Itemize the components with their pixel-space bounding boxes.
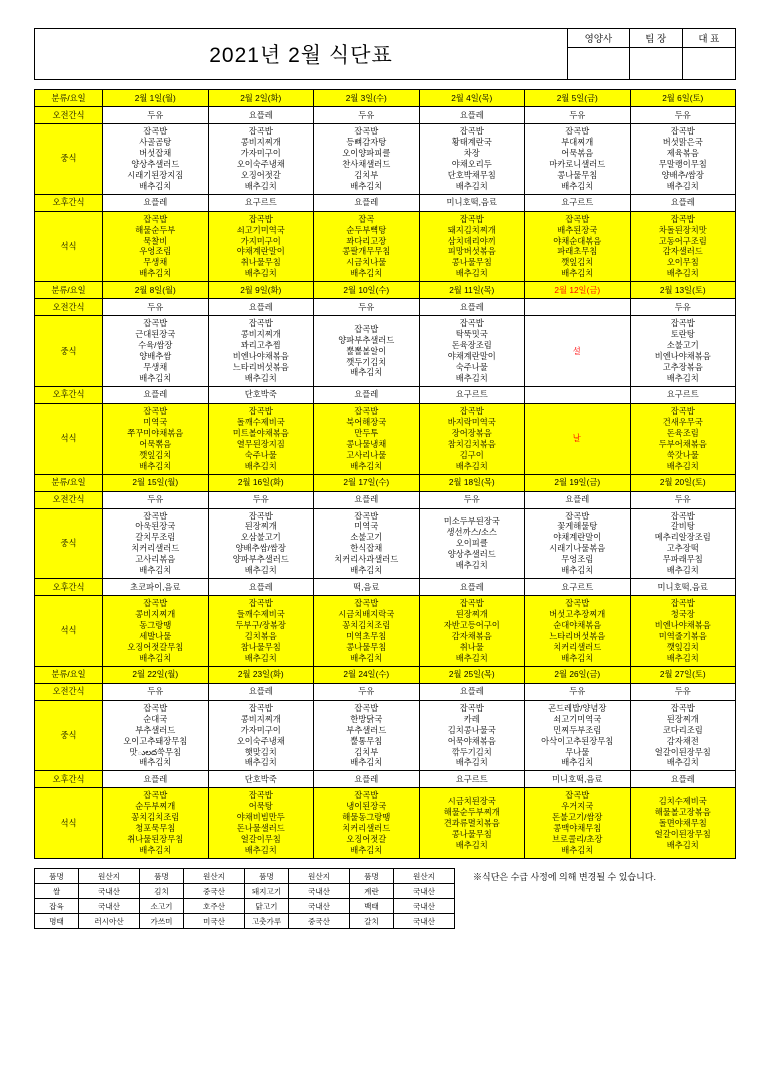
morning-snack-row: [35, 491, 736, 508]
day-header-cell: 2월 20일(토): [630, 474, 736, 491]
morning-snack-cell: 요플레: [419, 683, 525, 700]
afternoon-snack-cell: 단호박죽: [208, 386, 314, 403]
lunch-cell: 잡곡밥 토란탕 소불고기 비엔나야채볶음 고추장볶음 배추김치: [630, 316, 736, 387]
origin-table: [34, 868, 455, 929]
lunch-cell: 잡곡밥 카레 김치콩나물국 어묵야채볶음 깎두기김치 배추김치: [419, 700, 525, 771]
day-header-cell: 2월 17일(수): [314, 474, 420, 491]
lunch-cell: 잡곡밥 된장찌개 코다리조림 감자채전 얼갈이된장무침 배추김치: [630, 700, 736, 771]
origin-cell: 국내산: [289, 899, 350, 914]
dinner-cell: 잡곡밥 냉이된장국 해물동그랑땡 치커리샐러드 오징어젓갈 배추김치: [314, 788, 420, 859]
afternoon-snack-row: [35, 771, 736, 788]
morning-snack-cell: 두유: [314, 683, 420, 700]
origin-cell: 국내산: [394, 899, 455, 914]
dinner-cell: 잡곡밥 쇠고기미역국 가지미구이 야채계란말이 취나물무침 배추김치: [208, 211, 314, 282]
origin-cell: 러시아산: [79, 914, 140, 929]
sign-header-nutritionist: 영양사: [568, 29, 630, 47]
page-title: 2021년 2월 식단표: [209, 44, 393, 67]
morning-snack-cell: [525, 299, 631, 316]
dinner-row: [35, 596, 736, 667]
dinner-cell: 잡곡밥 시금치배지락국 꽁치김치조림 미역초무침 콩나물무침 배추김치: [314, 596, 420, 667]
origin-cell: 국내산: [394, 914, 455, 929]
afternoon-snack-cell: 미니호떡,음료: [630, 579, 736, 596]
row-label-lunch: 중식: [35, 700, 103, 771]
morning-snack-cell: 두유: [103, 299, 209, 316]
afternoon-snack-cell: 단호박죽: [208, 771, 314, 788]
morning-snack-row: [35, 299, 736, 316]
morning-snack-cell: 두유: [630, 299, 736, 316]
footer-note: ※식단은 수급 사정에 의해 변경될 수 있습니다.: [473, 872, 656, 882]
lunch-cell: 미소두부된장국 생선까스/소스 오이피클 양상추샐러드 배추김치: [419, 508, 525, 579]
dinner-cell: 잡곡밥 우거지국 돈불고기/쌈장 콩맥야채무침 브로콜리/초장 배추김치: [525, 788, 631, 859]
origin-cell: 명태: [35, 914, 79, 929]
morning-snack-cell: 두유: [314, 107, 420, 124]
row-label-dinner: 석식: [35, 788, 103, 859]
dinner-cell: 잡곡밥 차돌된장치맛 고동어구조림 감자샐러드 오이무침 배추김치: [630, 211, 736, 282]
lunch-cell: 잡곡밥 양파부추샐러드 뿔뽈볼알이 깻두기김치 배추김치: [314, 316, 420, 387]
origin-cell: 소고기: [140, 899, 184, 914]
lunch-cell: 잡곡밥 버섯맑은국 제육볶음 무말랭이무침 양배추/쌈장 배추김치: [630, 124, 736, 195]
origin-cell: 중국산: [184, 884, 245, 899]
morning-snack-cell: 두유: [525, 683, 631, 700]
dinner-cell: 잡곡밥 북어해장국 만두투 콩나물냉채 고사리나물 배추김치: [314, 403, 420, 474]
lunch-cell: 잡곡밥 아욱된장국 갈치무조림 치커리샐러드 고사리볶음 배추김치: [103, 508, 209, 579]
dinner-cell: 잡곡밥 들깨수제비국 두부구/장볶장 김치볶음 참나물무침 배추김치: [208, 596, 314, 667]
dinner-cell: 날: [525, 403, 631, 474]
origin-header-cell: 품명: [245, 869, 289, 884]
afternoon-snack-cell: 요플레: [630, 771, 736, 788]
afternoon-snack-cell: [525, 386, 631, 403]
lunch-row: [35, 508, 736, 579]
afternoon-snack-cell: 요플레: [208, 579, 314, 596]
origin-header-cell: 품명: [35, 869, 79, 884]
row-label-afternoon-snack: 오후간식: [35, 194, 103, 211]
row-label-afternoon-snack: 오후간식: [35, 771, 103, 788]
afternoon-snack-cell: 요플레: [314, 771, 420, 788]
dinner-cell: 잡곡밥 미역국 쭈꾸미야채볶음 어묵뽂음 깻잎김치 배추김치: [103, 403, 209, 474]
afternoon-snack-cell: 요플레: [630, 194, 736, 211]
lunch-cell: 잡곡밥 갈비탕 메추리알장조림 고추장떡 무파래무침 배추김치: [630, 508, 736, 579]
lunch-cell: 잡곡밥 근대된장국 수육/쌈장 양배추쌈 무생채 배추김치: [103, 316, 209, 387]
dinner-row: [35, 403, 736, 474]
lunch-cell: 잡곡밥 황태계란국 차장 야채오리두 단호박채무침 배추김치: [419, 124, 525, 195]
origin-cell: 국내산: [289, 884, 350, 899]
row-label-lunch: 중식: [35, 508, 103, 579]
row-label-morning-snack: 오전간식: [35, 491, 103, 508]
origin-cell: 백태: [350, 899, 394, 914]
morning-snack-cell: 요플레: [314, 491, 420, 508]
origin-cell: 닭고기: [245, 899, 289, 914]
origin-cell: 갈치: [350, 914, 394, 929]
afternoon-snack-cell: 요플레: [103, 771, 209, 788]
row-label-morning-snack: 오전간식: [35, 107, 103, 124]
morning-snack-cell: 요플레: [208, 107, 314, 124]
origin-row: [35, 884, 455, 899]
dinner-cell: 잡곡밥 된장찌개 자반고등어구이 감자채볶음 취나물 배추김치: [419, 596, 525, 667]
dinner-cell: 김치수제비국 해물볼고장볶음 돌면야채무침 얼갈이된장무침 배추김치: [630, 788, 736, 859]
day-header-cell: 2월 22일(월): [103, 666, 209, 683]
morning-snack-cell: 두유: [630, 683, 736, 700]
day-header-cell: 2월 26일(금): [525, 666, 631, 683]
footer: [34, 868, 736, 929]
afternoon-snack-cell: 요플레: [419, 579, 525, 596]
lunch-cell: 잡곡밥 된장찌개 오삼불고기 양배추쌈/쌈장 양파부추샐러드 배추김치: [208, 508, 314, 579]
day-header-cell: 2월 2일(화): [208, 90, 314, 107]
morning-snack-cell: 요플레: [419, 107, 525, 124]
origin-row: [35, 914, 455, 929]
lunch-cell: 잡곡밥 콩비지찌개 가자미구이 오이숙주냉채 오징어젓갈 배추김치: [208, 124, 314, 195]
signature-table: [567, 29, 735, 80]
day-header-cell: 2월 18일(목): [419, 474, 525, 491]
day-header-cell: 2월 25일(목): [419, 666, 525, 683]
origin-cell: 호주산: [184, 899, 245, 914]
morning-snack-cell: 두유: [419, 491, 525, 508]
lunch-cell: 설: [525, 316, 631, 387]
dinner-cell: 잡곡밥 건새우무국 돈육조림 두부어채볶음 쑥갓나물 배추김치: [630, 403, 736, 474]
row-label-category: 분류/요일: [35, 282, 103, 299]
afternoon-snack-cell: 미니호떡,음료: [419, 194, 525, 211]
dinner-cell: 잡곡밥 해물순두부 묵찰비 우엉조림 무생채 배추김치: [103, 211, 209, 282]
row-label-lunch: 중식: [35, 316, 103, 387]
origin-cell: 중국산: [289, 914, 350, 929]
lunch-cell: 잡곡밥 콩비지찌개 가자미구이 오이숙주냉채 햇맞김치 배추김치: [208, 700, 314, 771]
day-header-cell: 2월 9일(화): [208, 282, 314, 299]
lunch-row: [35, 700, 736, 771]
afternoon-snack-cell: 요구르트: [419, 386, 525, 403]
afternoon-snack-cell: 요구르트: [419, 771, 525, 788]
day-header-cell: 2월 24일(수): [314, 666, 420, 683]
origin-header-cell: 원산지: [394, 869, 455, 884]
origin-cell: 국내산: [394, 884, 455, 899]
origin-cell: 계란: [350, 884, 394, 899]
morning-snack-cell: 두유: [208, 491, 314, 508]
afternoon-snack-cell: 요플레: [314, 194, 420, 211]
origin-header-cell: 원산지: [184, 869, 245, 884]
origin-cell: 국내산: [79, 884, 140, 899]
row-label-lunch: 중식: [35, 124, 103, 195]
lunch-cell: 잡곡밥 미역국 소불고기 한식잡채 치커리사과샐러드 배추김치: [314, 508, 420, 579]
origin-cell: 미국산: [184, 914, 245, 929]
morning-snack-row: [35, 683, 736, 700]
afternoon-snack-row: [35, 386, 736, 403]
sign-header-representative: 대 표: [682, 29, 735, 47]
dinner-cell: 잡곡밥 청국장 비엔나야채볶음 미역줄기볶음 깻잎김치 배추김치: [630, 596, 736, 667]
day-header-cell: 2월 19일(금): [525, 474, 631, 491]
morning-snack-cell: 두유: [525, 107, 631, 124]
morning-snack-cell: 두유: [630, 491, 736, 508]
lunch-cell: 잡곡밥 사골곰탕 버섯잡채 양상추샐러드 시래기된장지짐 배추김치: [103, 124, 209, 195]
week-header-row: [35, 90, 736, 107]
title-bar: [34, 28, 736, 80]
afternoon-snack-row: [35, 194, 736, 211]
lunch-cell: 잡곡밥 콩비지찌개 꽈리고추찜 비엔나야채볶음 느타리버섯볶음 배추김치: [208, 316, 314, 387]
row-label-afternoon-snack: 오후간식: [35, 579, 103, 596]
day-header-cell: 2월 16일(화): [208, 474, 314, 491]
origin-header-cell: 품명: [350, 869, 394, 884]
origin-cell: 잡육: [35, 899, 79, 914]
afternoon-snack-row: [35, 579, 736, 596]
row-label-category: 분류/요일: [35, 90, 103, 107]
dinner-cell: 잡곡밥 콩비지찌개 동그랑땡 세발나물 오징어젓갈무침 배추김치: [103, 596, 209, 667]
dinner-row: [35, 211, 736, 282]
origin-header-cell: 품명: [140, 869, 184, 884]
morning-snack-cell: 두유: [103, 107, 209, 124]
day-header-cell: 2월 8일(월): [103, 282, 209, 299]
day-header-cell: 2월 5일(금): [525, 90, 631, 107]
dinner-cell: 잡곡밥 돼지김치찌개 삼치데리야끼 피망버섯볶음 콩나물무침 배추김치: [419, 211, 525, 282]
origin-header-row: [35, 869, 455, 884]
lunch-cell: 잡곡밥 등뼈감자탕 오이양파피클 찬사채샐러드 김치부 배추김치: [314, 124, 420, 195]
week-header-row: [35, 666, 736, 683]
lunch-row: [35, 124, 736, 195]
morning-snack-cell: 요플레: [525, 491, 631, 508]
dinner-cell: 잡곡밥 순두부찌개 꽁치김치조림 청포묵무침 취나물된장무침 배추김치: [103, 788, 209, 859]
morning-snack-cell: 요플레: [208, 683, 314, 700]
dinner-cell: 잡곡밥 버섯고추장찌개 순대야채볶음 느타리버섯볶음 치커리샐러드 배추김치: [525, 596, 631, 667]
afternoon-snack-cell: 초코파이,음료: [103, 579, 209, 596]
morning-snack-row: [35, 107, 736, 124]
row-label-dinner: 석식: [35, 211, 103, 282]
lunch-cell: 잡곡밥 부대찌개 어묵볶음 마카로니샐러드 콩나물무침 배추김치: [525, 124, 631, 195]
day-header-cell: 2월 11일(목): [419, 282, 525, 299]
lunch-row: [35, 316, 736, 387]
origin-cell: 가쓰미: [140, 914, 184, 929]
row-label-morning-snack: 오전간식: [35, 683, 103, 700]
morning-snack-cell: 두유: [314, 299, 420, 316]
afternoon-snack-cell: 요플레: [314, 386, 420, 403]
day-header-cell: 2월 1일(월): [103, 90, 209, 107]
origin-cell: 고춧가루: [245, 914, 289, 929]
lunch-cell: 잡곡밥 한방닭국 부추샐러드 뿔통무침 김치부 배추김치: [314, 700, 420, 771]
morning-snack-cell: 요플레: [419, 299, 525, 316]
row-label-dinner: 석식: [35, 403, 103, 474]
afternoon-snack-cell: 요플레: [103, 194, 209, 211]
origin-row: [35, 899, 455, 914]
sign-value-nutritionist[interactable]: [568, 47, 630, 80]
lunch-cell: 잡곡밥 순대국 부추샐러드 오이고추돼장무침 맛ులద쑥무침 배추김치: [103, 700, 209, 771]
day-header-cell: 2월 6일(토): [630, 90, 736, 107]
dinner-cell: 잡곡 순두부뼉탕 꽈다리고장 콩팔개무무침 시금치나물 배추김치: [314, 211, 420, 282]
morning-snack-cell: 요플레: [208, 299, 314, 316]
dinner-cell: 잡곡밥 바지락미역국 장어장볶음 참치김치볶음 김구이 배추김치: [419, 403, 525, 474]
origin-cell: 김치: [140, 884, 184, 899]
day-header-cell: 2월 15일(월): [103, 474, 209, 491]
origin-header-cell: 원산지: [289, 869, 350, 884]
lunch-cell: 잡곡밥 꽃게해물탕 야채계란말이 시래기나물볶음 무엉조림 배추김치: [525, 508, 631, 579]
row-label-category: 분류/요일: [35, 666, 103, 683]
morning-snack-cell: 두유: [630, 107, 736, 124]
morning-snack-cell: 두유: [103, 491, 209, 508]
afternoon-snack-cell: 요구르트: [525, 579, 631, 596]
row-label-afternoon-snack: 오후간식: [35, 386, 103, 403]
day-header-cell: 2월 10일(수): [314, 282, 420, 299]
day-header-cell: 2월 12일(금): [525, 282, 631, 299]
origin-header-cell: 원산지: [79, 869, 140, 884]
lunch-cell: 곤드레밥/양념장 쇠고기미역국 민찌두부조림 아삭이고추된장무침 무나물 배추김치: [525, 700, 631, 771]
row-label-category: 분류/요일: [35, 474, 103, 491]
dinner-cell: 시금치된장국 해물순두부찌개 견과류멸치볶음 콩나물무침 배추김치: [419, 788, 525, 859]
day-header-cell: 2월 13일(토): [630, 282, 736, 299]
afternoon-snack-cell: 미니호떡,음료: [525, 771, 631, 788]
dinner-cell: 잡곡밥 배추된장국 야채순대볶음 파래초무침 깻잎김치 배추김치: [525, 211, 631, 282]
origin-cell: 국내산: [79, 899, 140, 914]
day-header-cell: 2월 3일(수): [314, 90, 420, 107]
sign-value-representative[interactable]: [682, 47, 735, 80]
afternoon-snack-cell: 요구르트: [630, 386, 736, 403]
sign-header-teamleader: 팀 장: [629, 29, 682, 47]
sign-value-teamleader[interactable]: [629, 47, 682, 80]
day-header-cell: 2월 27일(토): [630, 666, 736, 683]
dinner-cell: 잡곡밥 어묵탕 야채비빔만두 돈나물샐러드 얼갈이무침 배추김치: [208, 788, 314, 859]
week-header-row: [35, 282, 736, 299]
dinner-row: [35, 788, 736, 859]
lunch-cell: 잡곡밥 탁뚝밋국 돈육장조림 야채계란말이 숙주나물 배추김치: [419, 316, 525, 387]
origin-cell: 쌀: [35, 884, 79, 899]
morning-snack-cell: 두유: [103, 683, 209, 700]
afternoon-snack-cell: 요구르트: [525, 194, 631, 211]
afternoon-snack-cell: 요플레: [103, 386, 209, 403]
afternoon-snack-cell: 떡,음료: [314, 579, 420, 596]
week-header-row: [35, 474, 736, 491]
row-label-dinner: 석식: [35, 596, 103, 667]
dinner-cell: 잡곡밥 돌깨수제비국 미트볼야채볶음 열무된장지짐 숙주나물 배추김치: [208, 403, 314, 474]
row-label-morning-snack: 오전간식: [35, 299, 103, 316]
origin-cell: 돼지고기: [245, 884, 289, 899]
day-header-cell: 2월 23일(화): [208, 666, 314, 683]
day-header-cell: 2월 4일(목): [419, 90, 525, 107]
afternoon-snack-cell: 요구르트: [208, 194, 314, 211]
menu-table: [34, 89, 736, 859]
